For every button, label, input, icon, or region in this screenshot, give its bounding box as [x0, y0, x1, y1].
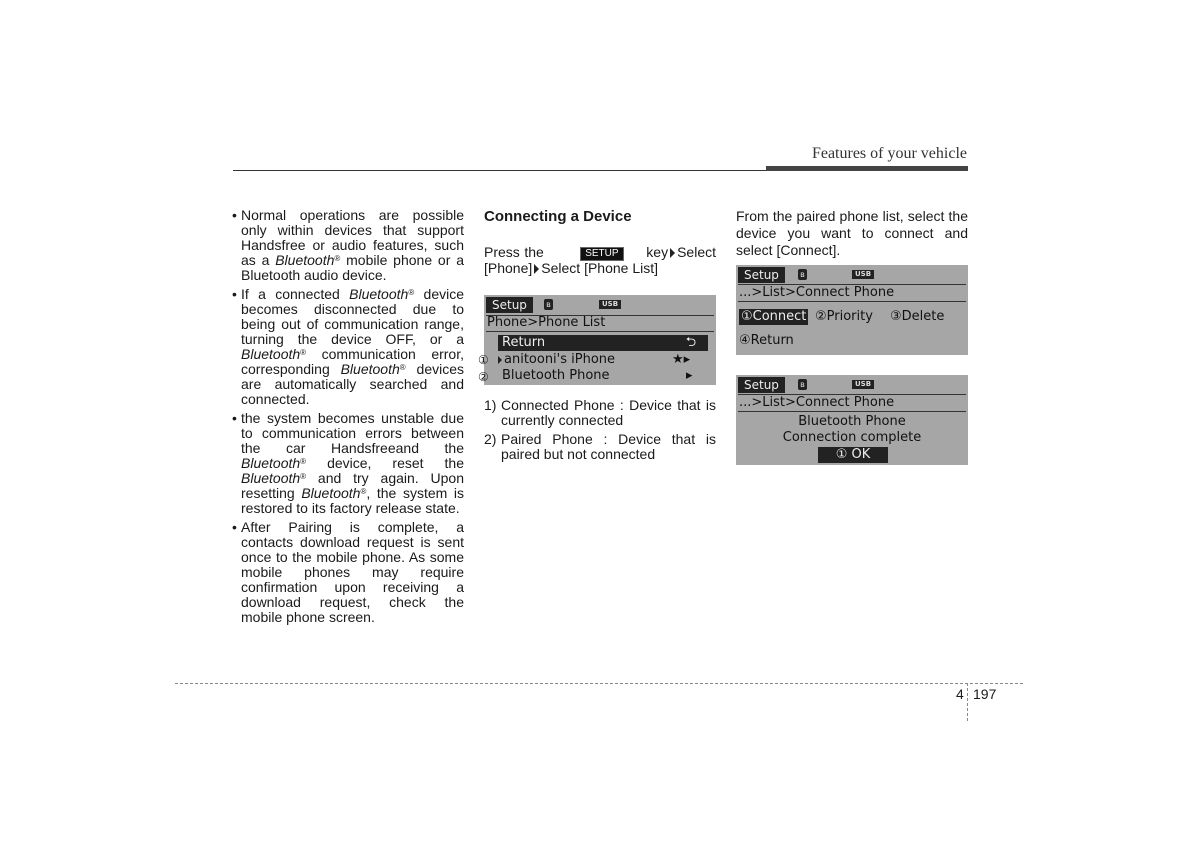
page-number: 197: [973, 686, 997, 702]
bullet-item: • After Pairing is complete, a contacts download request is sent once to the mobile phone. As some mobile phones may require confirmation upon receiving a download request, check the mobile phone screen.: [230, 520, 464, 625]
setup-key-icon: SETUP: [580, 247, 623, 261]
breadcrumb: ...>List>Connect Phone: [739, 395, 895, 410]
header-accent-bar: [766, 166, 968, 171]
delete-option-button[interactable]: ③Delete: [890, 309, 945, 324]
running-header-title: Features of your vehicle: [811, 145, 967, 162]
favorite-star-icon: ★▸: [672, 352, 691, 367]
lcd-phone-list-screen: [484, 295, 716, 385]
return-icon[interactable]: ⮌: [674, 335, 708, 351]
usb-icon: USB: [852, 380, 874, 389]
section-heading: Connecting a Device: [484, 208, 632, 225]
arrow-right-icon: [534, 264, 539, 274]
column-1: [230, 208, 464, 629]
setup-tab: Setup: [738, 267, 785, 283]
chevron-right-icon: ▸: [686, 368, 693, 383]
divider: [738, 301, 966, 302]
footer-rule: [175, 683, 1023, 684]
divider: [738, 411, 966, 412]
arrow-right-icon: [498, 356, 502, 364]
phone-list-item-paired[interactable]: Bluetooth Phone: [502, 368, 610, 383]
note-item: 2) Paired Phone : Device that is paired but not connected: [484, 431, 716, 462]
instruction-text: From the paired phone list, select the device you want to connect and select [Connect].: [736, 208, 968, 258]
arrow-right-icon: [670, 248, 675, 258]
usb-icon: USB: [852, 270, 874, 279]
note-item: 1) Connected Phone : Device that is currently connected: [484, 397, 716, 428]
breadcrumb: ...>List>Connect Phone: [739, 285, 895, 300]
priority-option-button[interactable]: ②Priority: [815, 309, 873, 324]
callout-marker-1: ①: [478, 353, 489, 367]
breadcrumb: Phone>Phone List: [487, 315, 606, 330]
bullet-item: • the system becomes unstable due to communication errors between the car Handsfreeand the Bluetooth® device, reset the Bluetooth® and try again. Upon resetting Bluetooth®, the system is restored to its factory release state.: [230, 411, 464, 516]
device-name-text: Bluetooth Phone: [798, 414, 906, 429]
lcd-connect-phone-screen: [736, 265, 968, 355]
bluetooth-icon: ʙ: [544, 299, 553, 310]
menu-item-return[interactable]: Return: [498, 335, 674, 351]
chapter-number: 4: [956, 686, 964, 702]
column-3: [736, 208, 968, 259]
return-option-button[interactable]: ④Return: [739, 333, 794, 348]
divider: [486, 331, 714, 332]
connect-option-button[interactable]: ①Connect: [741, 309, 807, 324]
phone-list-item-connected[interactable]: anitooni's iPhone: [496, 352, 615, 368]
bullet-list: [230, 208, 464, 625]
notes-list: [484, 398, 716, 462]
usb-icon: USB: [599, 300, 621, 309]
bluetooth-icon: ʙ: [798, 269, 807, 280]
lcd-connection-complete-screen: [736, 375, 968, 465]
bluetooth-icon: ʙ: [798, 379, 807, 390]
status-message: Connection complete: [782, 430, 922, 445]
bullet-item: • Normal operations are possible only within devices that support Handsfree or audio features, such as a Bluetooth® mobile phone or a Bluetooth audio device.: [230, 208, 464, 283]
bullet-item: • If a connected Bluetooth® device becomes disconnected due to being out of communication range, turning the device OFF, or a Bluetooth® communication error, corresponding Bluetooth® devices are automatically searched and connected.: [230, 287, 464, 407]
ok-button[interactable]: ① OK: [818, 447, 888, 463]
setup-tab: Setup: [738, 377, 785, 393]
setup-tab: Setup: [486, 297, 533, 313]
callout-marker-2: ②: [478, 370, 489, 384]
instruction-text: Press the SETUP key Select [Phone] Select [Phone List]: [484, 244, 716, 276]
footer-divider: [967, 683, 968, 721]
